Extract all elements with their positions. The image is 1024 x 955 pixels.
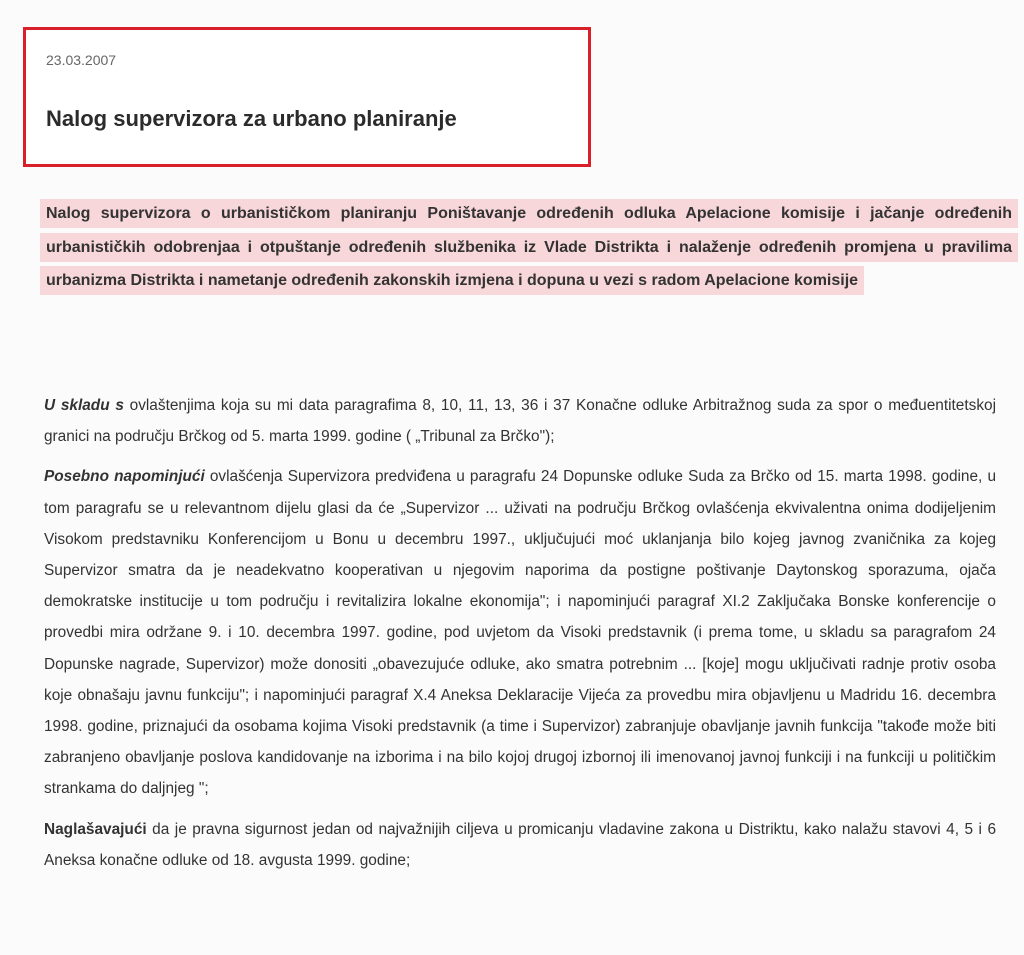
- paragraph-lead: Naglašavajući: [44, 820, 147, 838]
- summary-paragraph: [40, 197, 1018, 298]
- paragraph-posebno-napominjuci: [44, 461, 996, 804]
- paragraph-text: ovlašćenja Supervizora predviđena u paragrafu 24 Dopunske odluke Suda za Brčko od 15. marta 1998. godine, u tom paragrafu se u relevantnom dijelu glasi da će „Supervizor ... uživati na području Brčkog ovlašćenja ekvivalentna onima dodijeljenim Visokom predstavniku Konferencijom u Bonu u decembru 1997., uključujući moć uklanjanja bilo kojeg javnog zvaničnika za kojeg Supervizor smatra da je neadekvatno kooperativan u njegovim naporima da postigne poštivanje Daytonskog sporazuma, ojača demokratske institucije u tom području i revitalizira lokalne ekonomija"; i napominjući paragraf XI.2 Zaključaka Bonske konferencije o provedbi mira održane 9. i 10. decembra 1997. godine, pod uvjetom da Visoki predstavnik (i prema tome, u skladu sa paragrafom 24 Dopunske nagrade, Supervizor) može donositi „obavezujuće odluke, ako smatra potrebnim ... [koje] mogu uključivati radnje protiv osoba koje obnašaju javnu funkciju"; i napominjući paragraf X.4 Aneksa Deklaracije Vijeća za provedbu mira objavljenu u Madridu 16. decembra 1998. godine, priznajući da osobama kojima Visoki predstavnik (a time i Supervizor) zabranjuje obavljanje javnih funkcija "takođe može biti zabranjeno obavljanje poslova kandidovanje na izborima i na bilo kojoj drugoj izbornoj ili imenovanoj javnoj funkciji i na funkciji u političkim strankama do daljnjeg ";: [44, 468, 996, 798]
- document-body: [44, 390, 996, 885]
- paragraph-text: da je pravna sigurnost jedan od najvažnijih ciljeva u promicanju vladavine zakona u Distriktu, kako nalažu stavovi 4, 5 i 6 Aneksa konačne odluke od 18. avgusta 1999. godine;: [44, 820, 996, 869]
- paragraph-naglasavajuci: [44, 814, 996, 876]
- paragraph-lead: Posebno napominjući: [44, 468, 205, 486]
- document-header-box: [23, 27, 591, 167]
- document-date: 23.03.2007: [46, 52, 117, 68]
- document-title: Nalog supervizora za urbano planiranje: [46, 106, 457, 131]
- paragraph-text: ovlaštenjima koja su mi data paragrafima 8, 10, 11, 13, 36 i 37 Konačne odluke Arbitražnog suda za spor o međuentitetskoj granici na području Brčkog od 5. marta 1999. godine ( „Tribunal za Brčko");: [44, 397, 997, 446]
- summary-highlight: Nalog supervizora o urbanističkom planiranju Poništavanje određenih odluka Apelacione komisije i jačanje određenih urbanističkih odobrenjaa i otpuštanje određenih službenika iz Vlade Distrikta i nalaženje određenih promjena u pravilima urbanizma Distrikta i nametanje određenih zakonskih izmjena i dopuna u vezi s radom Apelacione komisije: [40, 199, 1018, 295]
- summary-block: [40, 197, 1018, 298]
- paragraph-u-skladu: [44, 390, 996, 452]
- paragraph-lead: U skladu s: [44, 397, 124, 414]
